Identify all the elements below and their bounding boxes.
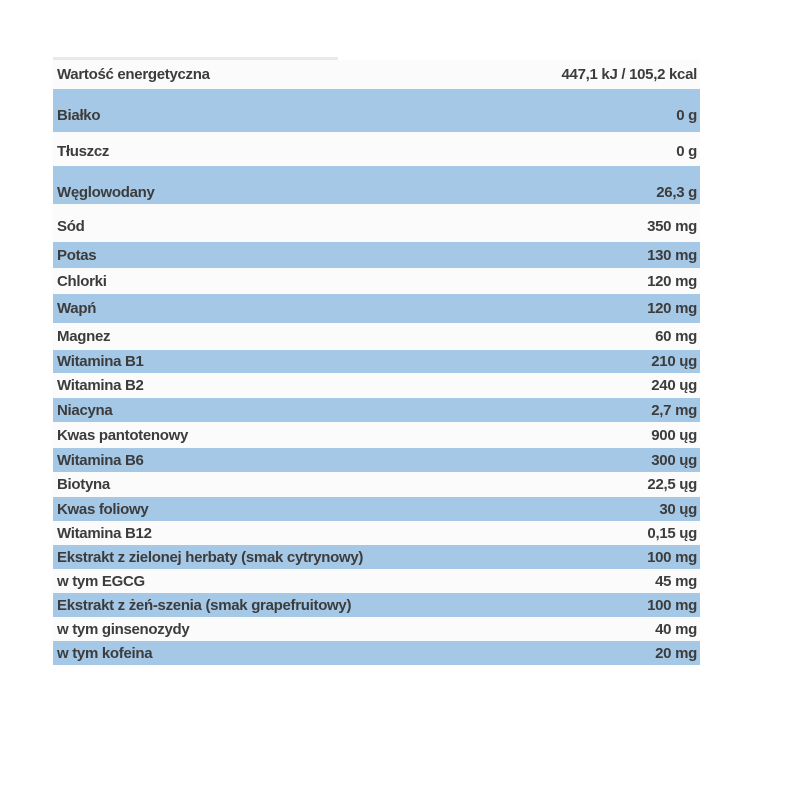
table-row <box>53 398 700 422</box>
nutrient-value: 447,1 kJ / 105,2 kcal <box>561 66 697 83</box>
table-row <box>53 166 700 204</box>
nutrient-label: Potas <box>57 246 97 264</box>
nutrient-value: 0 g <box>676 107 697 124</box>
nutrient-label: Witamina B6 <box>57 451 144 469</box>
nutrient-label: Chlorki <box>57 272 107 290</box>
nutrient-label: Ekstrakt z zielonej herbaty (smak cytrynowy) <box>57 548 364 566</box>
nutrient-label: Ekstrakt z żeń-szenia (smak grapefruitowy) <box>57 596 352 614</box>
nutrient-label: Magnez <box>57 328 111 345</box>
nutrient-value: 30 ųg <box>659 500 697 518</box>
nutrient-value: 240 ųg <box>651 377 697 394</box>
nutrient-label: Witamina B2 <box>57 377 144 394</box>
nutrient-value: 120 mg <box>647 300 697 317</box>
nutrient-value: 45 mg <box>655 572 697 590</box>
nutrient-value: 900 ųg <box>651 426 697 444</box>
table-row <box>53 448 700 472</box>
nutrient-label: Wartość energetyczna <box>57 66 210 83</box>
table-row <box>53 497 700 521</box>
nutrient-label: Tłuszcz <box>57 143 110 160</box>
nutrient-value: 300 ųg <box>651 451 697 469</box>
table-row <box>53 521 700 545</box>
nutrient-value: 22,5 ųg <box>647 476 697 493</box>
nutrient-value: 130 mg <box>647 246 697 264</box>
table-row <box>53 350 700 373</box>
table-row <box>53 617 700 641</box>
nutrient-label: Biotyna <box>57 476 110 493</box>
nutrient-value: 0,15 ųg <box>647 524 697 542</box>
nutrient-value: 100 mg <box>647 596 697 614</box>
nutrient-label: Witamina B1 <box>57 353 144 370</box>
nutrient-value: 0 g <box>676 143 697 160</box>
nutrient-label: Węglowodany <box>57 184 155 201</box>
nutrient-value: 40 mg <box>655 620 697 638</box>
nutrient-value: 120 mg <box>647 272 697 290</box>
nutrient-value: 60 mg <box>655 328 697 345</box>
table-row <box>53 641 700 665</box>
table-row <box>53 472 700 497</box>
nutrient-value: 100 mg <box>647 548 697 566</box>
table-row <box>53 422 700 448</box>
table-row <box>53 569 700 593</box>
nutrient-label: Wapń <box>57 300 97 317</box>
table-row <box>53 204 700 242</box>
nutrient-label: w tym kofeina <box>57 644 153 662</box>
nutrient-label: w tym ginsenozydy <box>57 620 190 638</box>
table-row <box>53 593 700 617</box>
nutrient-label: Kwas pantotenowy <box>57 426 189 444</box>
nutrient-label: Witamina B12 <box>57 524 152 542</box>
table-row <box>53 60 700 89</box>
table-row <box>53 373 700 398</box>
nutrient-label: w tym EGCG <box>57 572 145 590</box>
nutrient-value: 26,3 g <box>656 184 697 201</box>
nutrient-value: 350 mg <box>647 218 697 235</box>
table-row <box>53 89 700 132</box>
table-row <box>53 242 700 268</box>
nutrient-value: 20 mg <box>655 644 697 662</box>
nutrient-value: 2,7 mg <box>651 401 697 419</box>
table-row <box>53 323 700 350</box>
table-row <box>53 294 700 323</box>
nutrient-label: Sód <box>57 218 85 235</box>
nutrient-label: Niacyna <box>57 401 113 419</box>
table-row <box>53 268 700 294</box>
table-row <box>53 132 700 166</box>
table-row <box>53 545 700 569</box>
nutrient-label: Kwas foliowy <box>57 500 149 518</box>
nutrient-value: 210 ųg <box>651 353 697 370</box>
nutrition-table <box>53 60 700 665</box>
nutrient-label: Białko <box>57 107 101 124</box>
